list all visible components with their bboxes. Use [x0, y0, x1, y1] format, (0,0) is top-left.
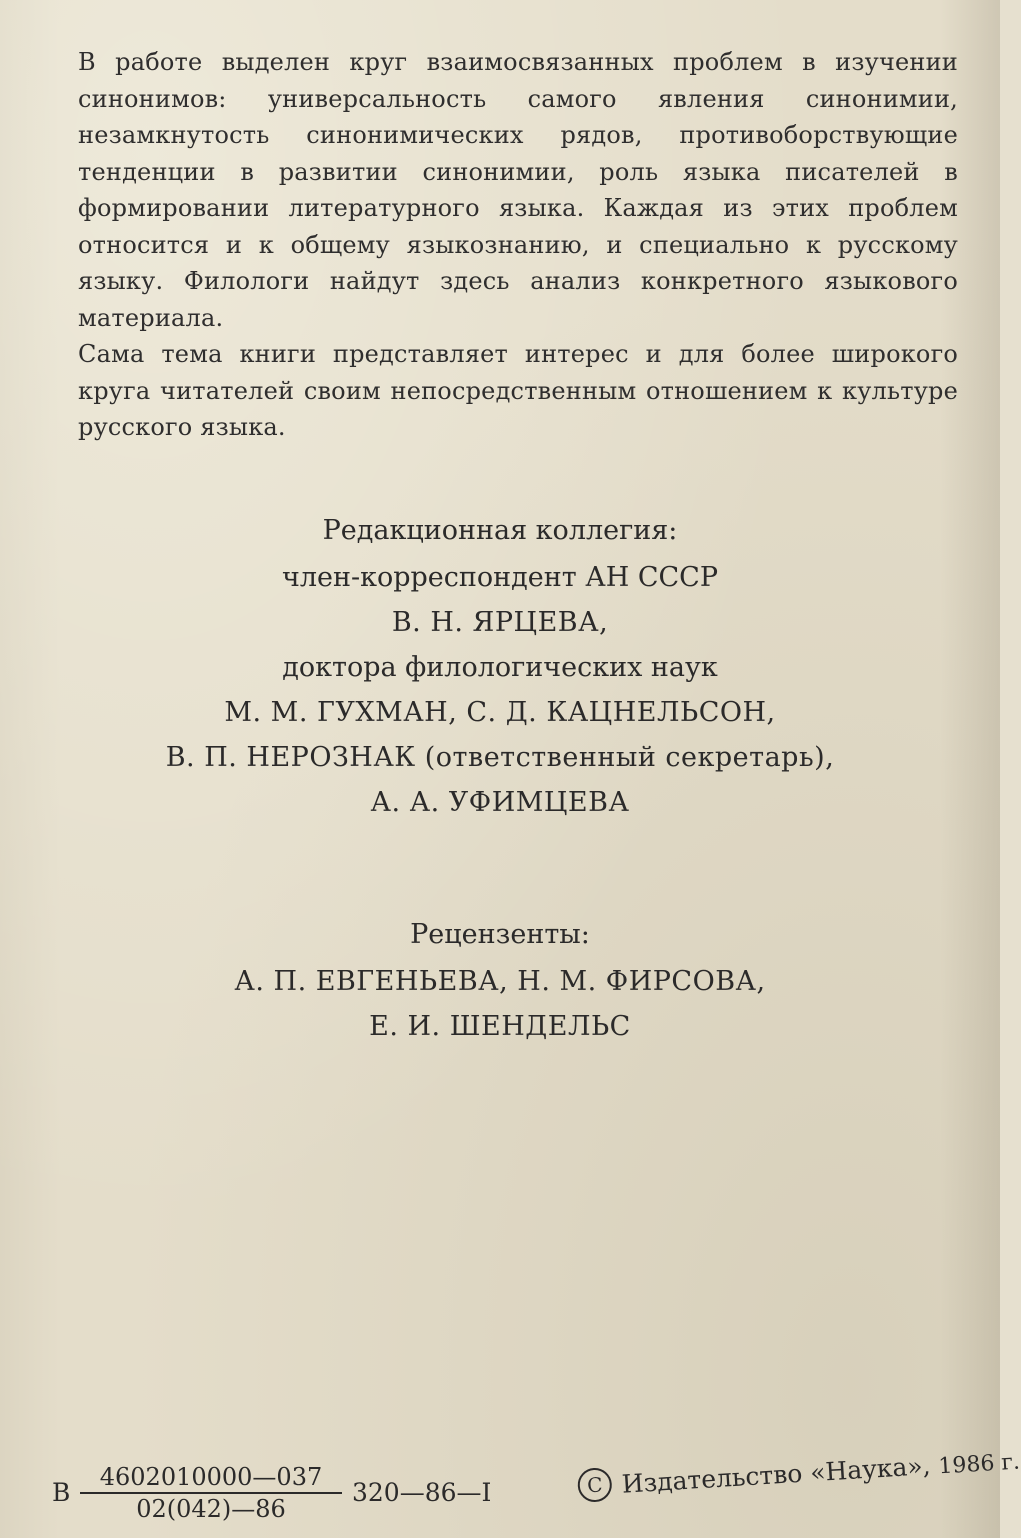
imprint-copyright [577, 1445, 1021, 1506]
reviewers-line: А. П. ЕВГЕНЬЕВА, Н. М. ФИРСОВА, [234, 966, 766, 997]
imprint-publisher: Издательство «Наука», [620, 1450, 932, 1499]
editorial-board-heading: Редакционная коллегия: [322, 515, 678, 546]
editorial-board-line: А. А. УФИМЦЕВА [370, 787, 630, 818]
editorial-board [0, 508, 1000, 825]
imprint-numerator: 4602010000—037 [80, 1462, 342, 1494]
copyright-icon: С [577, 1467, 613, 1503]
imprint-suffix: 320—86—I [352, 1478, 492, 1507]
annotation-paragraph-2: Сама тема книги представляет интерес и для более широкого круга читателей своим непосредственным отношением к культуре русского языка. [78, 340, 958, 441]
editorial-board-line: доктора филологических наук [282, 652, 718, 683]
annotation-text [78, 44, 958, 446]
editorial-board-line: В. П. НЕРОЗНАК (ответственный секретарь), [165, 742, 835, 773]
reviewers [0, 912, 1000, 1049]
imprint-denominator: 02(042)—86 [136, 1495, 286, 1523]
editorial-board-line: член-корреспондент АН СССР [282, 562, 718, 593]
imprint-year: 1986 г. [937, 1449, 1021, 1480]
reviewers-heading: Рецензенты: [410, 919, 590, 950]
editorial-board-line: В. Н. ЯРЦЕВА, [391, 607, 609, 638]
editorial-board-line: М. М. ГУХМАН, С. Д. КАЦНЕЛЬСОН, [224, 697, 776, 728]
imprint [52, 1449, 1021, 1534]
imprint-index-letter: В [52, 1478, 71, 1507]
annotation-paragraph-1: В работе выделен круг взаимосвязанных проблем в изучении синонимов: универсальность самого явления синонимии, незамкнутость синонимических рядов, противоборствующие тенденции в развитии синонимии, роль языка писателей в формировании литературного языка. Каждая из этих проблем относится и к общему языкознанию, и специально к русскому языку. Филологи найдут здесь анализ конкретного языкового материала. [78, 48, 958, 332]
imprint-catalog-fraction [80, 1462, 342, 1524]
reviewers-line: Е. И. ШЕНДЕЛЬС [369, 1011, 631, 1042]
